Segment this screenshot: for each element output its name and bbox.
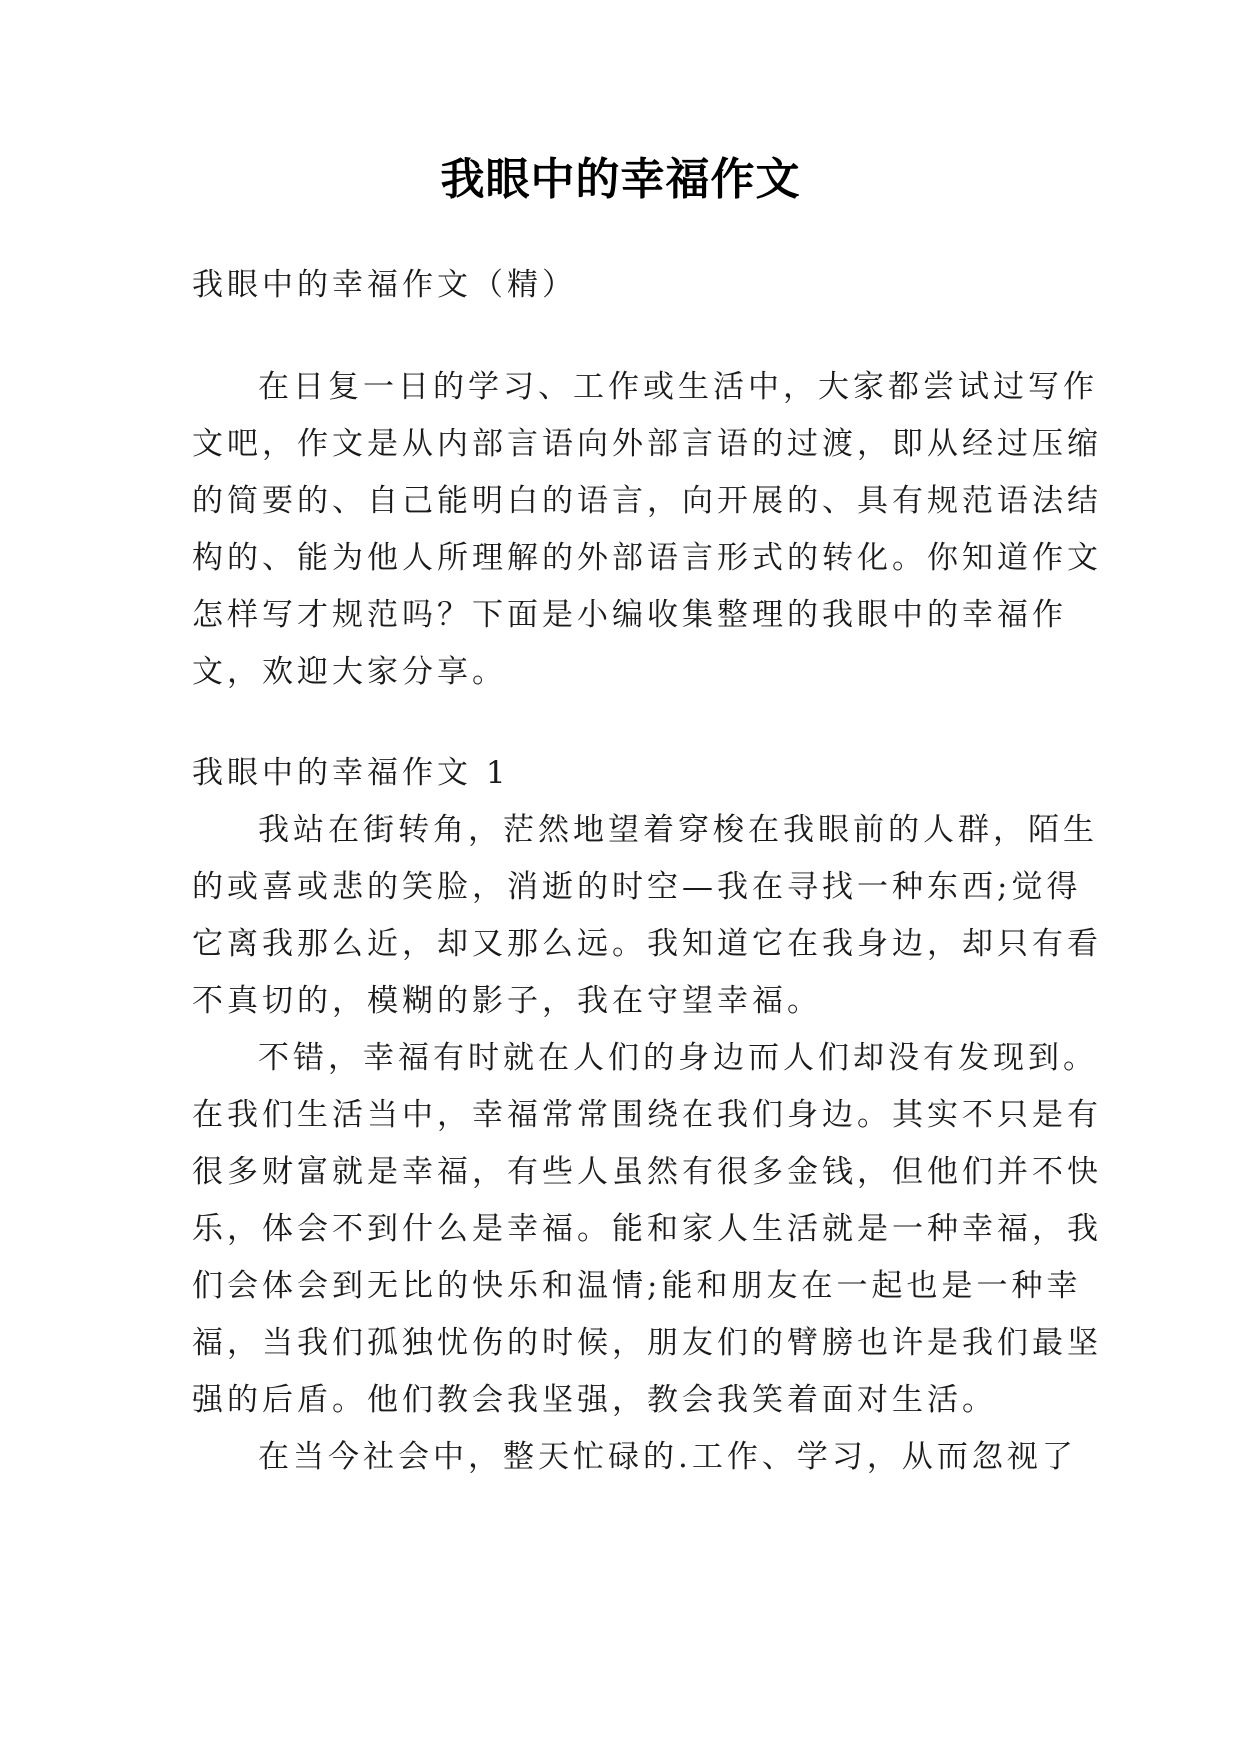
paragraph-line: 强的后盾。他们教会我坚强，教会我笑着面对生活。 [192,1382,997,1418]
intro-line: 怎样写才规范吗？下面是小编收集整理的我眼中的幸福作 [192,597,1067,633]
intro-line: 在日复一日的学习、工作或生活中，大家都尝试过写作 [258,369,1098,405]
paragraph-line: 不错，幸福有时就在人们的身边而人们却没有发现到。 [258,1040,1098,1076]
paragraph-line: 在当今社会中，整天忙碌的.工作、学习，从而忽视了 [258,1439,1077,1475]
intro-line: 文，欢迎大家分享。 [192,654,507,690]
paragraph-line: 很多财富就是幸福，有些人虽然有很多金钱，但他们并不快 [192,1154,1102,1190]
intro-line: 构的、能为他人所理解的外部语言形式的转化。你知道作文 [192,540,1102,576]
paragraph-line: 福，当我们孤独忧伤的时候，朋友们的臂膀也许是我们最坚 [192,1325,1102,1361]
paragraph-line: 它离我那么近，却又那么远。我知道它在我身边，却只有看 [192,926,1102,962]
paragraph-line: 们会体会到无比的快乐和温情;能和朋友在一起也是一种幸 [192,1268,1082,1304]
intro-line: 文吧，作文是从内部言语向外部言语的过渡，即从经过压缩 [192,426,1102,462]
paragraph-line: 在我们生活当中，幸福常常围绕在我们身边。其实不只是有 [192,1097,1102,1133]
paragraph-line: 我站在街转角，茫然地望着穿梭在我眼前的人群，陌生 [258,812,1098,848]
document-subtitle: 我眼中的幸福作文（精） [192,267,577,303]
document-title: 我眼中的幸福作文 [440,154,801,205]
section-heading: 我眼中的幸福作文 1 [192,755,510,791]
paragraph-line: 的或喜或悲的笑脸，消逝的时空—我在寻找一种东西;觉得 [192,869,1082,905]
intro-line: 的简要的、自己能明白的语言，向开展的、具有规范语法结 [192,483,1102,519]
paragraph-line: 乐，体会不到什么是幸福。能和家人生活就是一种幸福，我 [192,1211,1102,1247]
paragraph-line: 不真切的，模糊的影子，我在守望幸福。 [192,983,822,1019]
